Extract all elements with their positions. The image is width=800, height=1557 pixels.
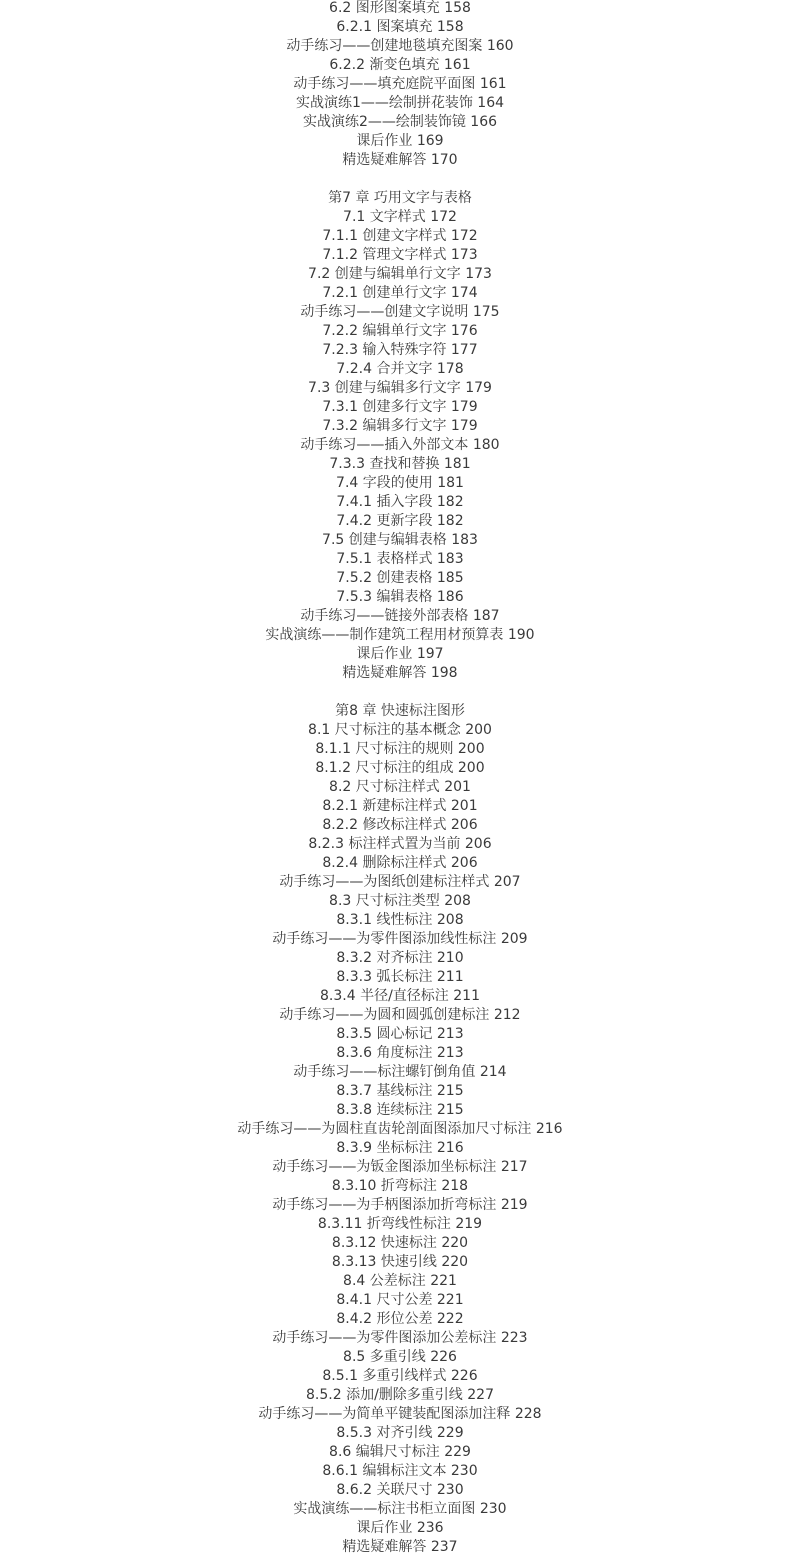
toc-entry: 课后作业 236 <box>356 1520 444 1536</box>
toc-entry: 8.5.1 多重引线样式 226 <box>322 1368 478 1384</box>
toc-entry: 8.5.2 添加/删除多重引线 227 <box>306 1387 494 1403</box>
toc-entry: 动手练习——链接外部表格 187 <box>300 608 500 624</box>
toc-entry: 实战演练——制作建筑工程用材预算表 190 <box>265 627 535 643</box>
toc-entry: 精选疑难解答 170 <box>342 152 458 168</box>
toc-entry: 8.3.5 圆心标记 213 <box>336 1026 464 1042</box>
toc-entry: 8.1.2 尺寸标注的组成 200 <box>315 760 485 776</box>
toc-entry: 实战演练2——绘制装饰镜 166 <box>302 114 498 130</box>
toc-entry: 8.3.6 角度标注 213 <box>336 1045 464 1061</box>
toc-entry: 动手练习——为钣金图添加坐标标注 217 <box>272 1159 528 1175</box>
toc-entry: 动手练习——创建文字说明 175 <box>300 304 500 320</box>
toc-entry: 7.4.2 更新字段 182 <box>336 513 464 529</box>
toc-entry: 7.5.1 表格样式 183 <box>336 551 464 567</box>
toc-entry: 6.2.1 图案填充 158 <box>336 19 464 35</box>
chapter-heading: 第8 章 快速标注图形 <box>335 703 465 719</box>
toc-entry: 7.1.2 管理文字样式 173 <box>322 247 478 263</box>
toc-entry: 动手练习——插入外部文本 180 <box>300 437 500 453</box>
toc-entry: 7.4.1 插入字段 182 <box>336 494 464 510</box>
toc-entry: 8.3.13 快速引线 220 <box>331 1254 469 1270</box>
toc-entry: 8.6.2 关联尺寸 230 <box>336 1482 464 1498</box>
toc-entry: 7.5 创建与编辑表格 183 <box>322 532 478 548</box>
toc-entry: 8.4 公差标注 221 <box>343 1273 457 1289</box>
section-spacer <box>0 683 800 702</box>
toc-entry: 7.1 文字样式 172 <box>343 209 457 225</box>
toc-entry: 动手练习——标注螺钉倒角值 214 <box>293 1064 507 1080</box>
toc-entry: 8.1 尺寸标注的基本概念 200 <box>308 722 492 738</box>
toc-entry: 精选疑难解答 237 <box>342 1539 458 1555</box>
toc-entry: 8.2.1 新建标注样式 201 <box>322 798 478 814</box>
toc-entry: 7.4 字段的使用 181 <box>336 475 464 491</box>
toc-entry: 7.2.3 输入特殊字符 177 <box>322 342 478 358</box>
toc-entry: 7.3.1 创建多行文字 179 <box>322 399 478 415</box>
chapter-heading: 第7 章 巧用文字与表格 <box>328 190 472 206</box>
toc-entry: 动手练习——填充庭院平面图 161 <box>293 76 507 92</box>
toc-entry: 课后作业 169 <box>356 133 444 149</box>
toc-entry: 8.3.7 基线标注 215 <box>336 1083 464 1099</box>
toc-entry: 7.5.2 创建表格 185 <box>336 570 464 586</box>
toc-entry: 精选疑难解答 198 <box>342 665 458 681</box>
toc-entry: 实战演练——标注书柜立面图 230 <box>293 1501 507 1517</box>
toc-entry: 动手练习——为手柄图添加折弯标注 219 <box>272 1197 528 1213</box>
toc-entry: 动手练习——创建地毯填充图案 160 <box>286 38 514 54</box>
toc-entry: 实战演练1——绘制拼花装饰 164 <box>295 95 505 111</box>
toc-entry: 7.3 创建与编辑多行文字 179 <box>308 380 492 396</box>
toc-entry: 动手练习——为零件图添加线性标注 209 <box>272 931 528 947</box>
toc-entry: 课后作业 197 <box>356 646 444 662</box>
toc-entry: 8.3.8 连续标注 215 <box>336 1102 464 1118</box>
toc-entry: 动手练习——为简单平键装配图添加注释 228 <box>258 1406 542 1422</box>
toc-entry: 8.3 尺寸标注类型 208 <box>329 893 471 909</box>
toc-entry: 7.2 创建与编辑单行文字 173 <box>308 266 492 282</box>
toc-entry: 7.1.1 创建文字样式 172 <box>322 228 478 244</box>
toc-entry: 动手练习——为零件图添加公差标注 223 <box>272 1330 528 1346</box>
toc-entry: 7.2.4 合并文字 178 <box>336 361 464 377</box>
toc-entry: 8.4.1 尺寸公差 221 <box>336 1292 464 1308</box>
toc-entry: 7.2.1 创建单行文字 174 <box>322 285 478 301</box>
toc-entry: 8.5 多重引线 226 <box>343 1349 457 1365</box>
toc-entry: 8.3.3 弧长标注 211 <box>336 969 464 985</box>
toc-entry: 8.3.10 折弯标注 218 <box>331 1178 469 1194</box>
toc-entry: 6.2 图形图案填充 158 <box>329 0 471 16</box>
toc-entry: 7.3.3 查找和替换 181 <box>329 456 471 472</box>
toc-entry: 7.5.3 编辑表格 186 <box>336 589 464 605</box>
toc-entry: 8.6.1 编辑标注文本 230 <box>322 1463 478 1479</box>
toc-entry: 8.2.4 删除标注样式 206 <box>322 855 478 871</box>
toc-entry: 8.2 尺寸标注样式 201 <box>329 779 471 795</box>
toc-entry: 7.3.2 编辑多行文字 179 <box>322 418 478 434</box>
toc-entry: 8.1.1 尺寸标注的规则 200 <box>315 741 485 757</box>
toc-entry: 8.2.3 标注样式置为当前 206 <box>308 836 492 852</box>
toc-entry: 8.3.12 快速标注 220 <box>331 1235 469 1251</box>
toc-entry: 8.3.1 线性标注 208 <box>336 912 464 928</box>
toc-entry: 8.3.9 坐标标注 216 <box>336 1140 464 1156</box>
toc-entry: 8.6 编辑尺寸标注 229 <box>329 1444 471 1460</box>
toc-entry: 6.2.2 渐变色填充 161 <box>329 57 471 73</box>
toc-entry: 8.3.2 对齐标注 210 <box>336 950 464 966</box>
toc-entry: 8.3.4 半径/直径标注 211 <box>320 988 480 1004</box>
toc-entry: 动手练习——为图纸创建标注样式 207 <box>279 874 521 890</box>
section-spacer <box>0 170 800 189</box>
toc-entry: 8.5.3 对齐引线 229 <box>336 1425 464 1441</box>
toc-entry: 动手练习——为圆柱直齿轮剖面图添加尺寸标注 216 <box>237 1121 563 1137</box>
toc-entry: 动手练习——为圆和圆弧创建标注 212 <box>279 1007 521 1023</box>
toc-entry: 8.3.11 折弯线性标注 219 <box>317 1216 483 1232</box>
toc-entry: 8.2.2 修改标注样式 206 <box>322 817 478 833</box>
toc-entry: 7.2.2 编辑单行文字 176 <box>322 323 478 339</box>
toc-entry: 8.4.2 形位公差 222 <box>336 1311 464 1327</box>
